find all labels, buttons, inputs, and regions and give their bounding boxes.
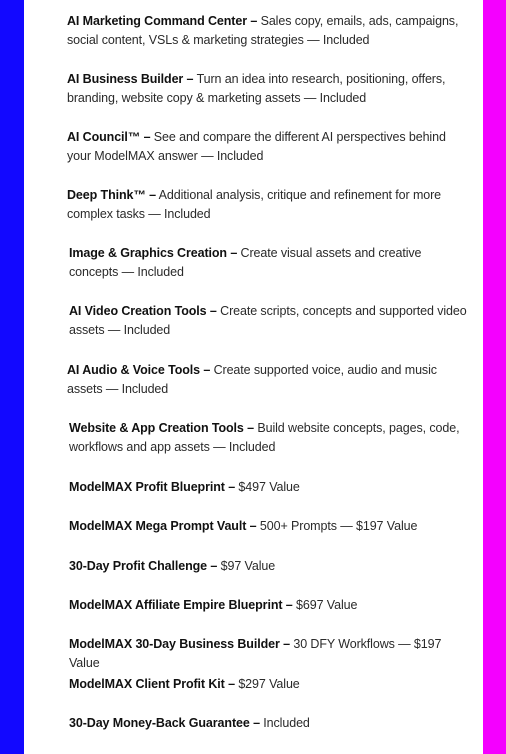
list-item [67,302,467,340]
item-desc: $97 Value [217,559,276,573]
item-desc: Create visual assets and creative concepts — Included [69,246,422,279]
item-title: Website & App Creation Tools – [69,421,254,435]
item-desc: Create supported voice, audio and music assets — Included [67,363,437,396]
list-item [67,128,467,166]
item-title: AI Audio & Voice Tools – [67,363,211,377]
item-desc: 500+ Prompts — $197 Value [256,519,418,533]
left-color-bar [0,0,24,754]
item-desc: $697 Value [292,598,358,612]
item-title: AI Marketing Command Center – [67,14,258,28]
item-title: AI Video Creation Tools – [69,304,217,318]
list-item [67,419,467,457]
item-desc: Build website concepts, pages, code, workflows and app assets — Included [69,421,460,454]
list-item [67,714,310,733]
item-desc: Sales copy, emails, ads, campaigns, social content, VSLs & marketing strategies — Included [67,14,459,47]
item-desc: Included [259,716,310,730]
item-desc: 30 DFY Workflows — $197 Value [69,637,442,670]
item-desc: See and compare the different AI perspectives behind your ModelMAX answer — Included [67,130,446,163]
item-title: 30-Day Money-Back Guarantee – [69,716,260,730]
item-title: ModelMAX Client Profit Kit – [69,677,235,691]
item-desc: $297 Value [234,677,300,691]
item-title: AI Council™ – [67,130,151,144]
item-desc: $497 Value [235,480,300,494]
list-item [67,557,275,576]
list-item [67,244,467,282]
item-title: ModelMAX 30-Day Business Builder – [69,637,290,651]
list-item [67,361,467,399]
right-color-bar [483,0,506,754]
item-desc: Turn an idea into research, positioning, offers, branding, website copy & marketing assets — Included [67,72,446,105]
list-item [67,635,467,673]
list-item [67,596,357,615]
list-item [67,478,300,497]
list-item [67,517,417,536]
item-title: 30-Day Profit Challenge – [69,559,218,573]
item-desc: Create scripts, concepts and supported video assets — Included [69,304,467,337]
item-desc: Additional analysis, critique and refinement for more complex tasks — Included [67,188,442,221]
item-title: AI Business Builder – [67,72,194,86]
list-item [67,675,300,694]
item-title: ModelMAX Affiliate Empire Blueprint – [69,598,293,612]
item-title: ModelMAX Mega Prompt Vault – [69,519,257,533]
item-title: ModelMAX Profit Blueprint – [69,480,236,494]
list-item [67,70,467,108]
item-title: Image & Graphics Creation – [69,246,238,260]
item-title: Deep Think™ – [67,188,156,202]
list-item [67,186,467,224]
list-item [67,12,467,50]
